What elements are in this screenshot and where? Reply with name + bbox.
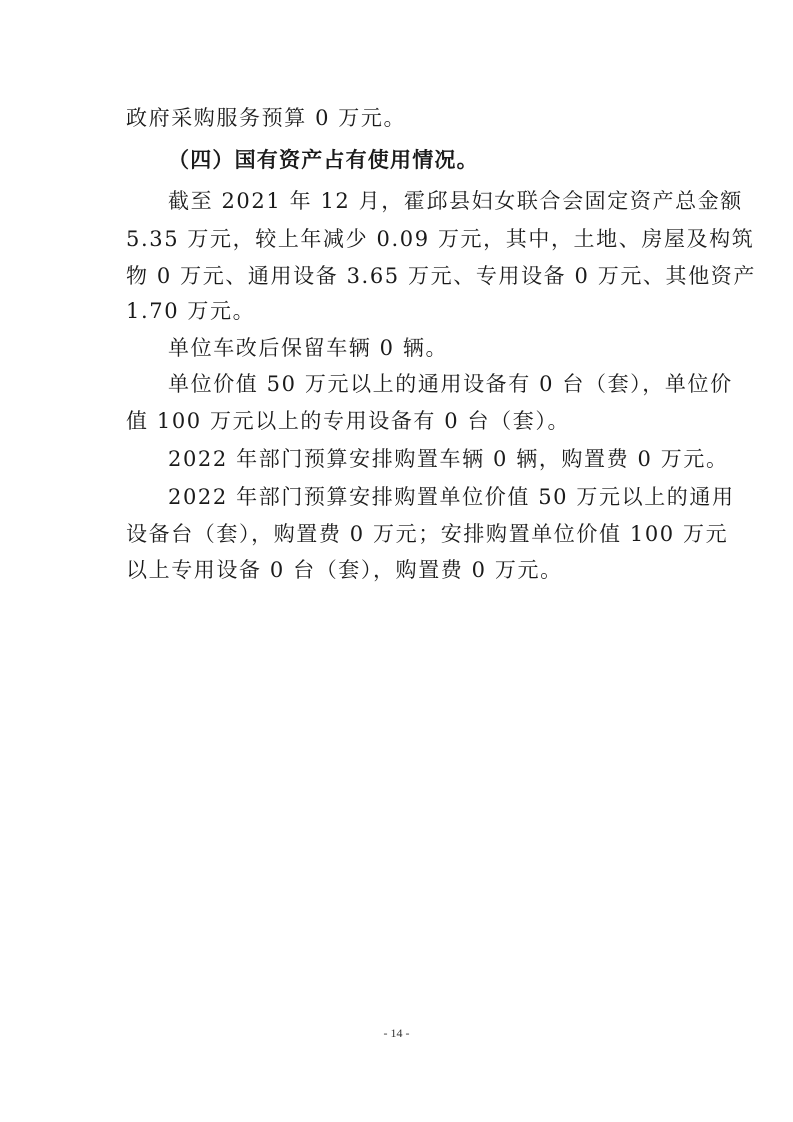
paragraph-line: 设备台（套），购置费 0 万元；安排购置单位价值 100 万元 bbox=[126, 522, 729, 546]
paragraph-line: 2022 年部门预算安排购置车辆 0 辆，购置费 0 万元。 bbox=[168, 447, 729, 471]
paragraph-line: 值 100 万元以上的专用设备有 0 台（套）。 bbox=[126, 409, 571, 433]
paragraph-line: 1.70 万元。 bbox=[126, 299, 256, 323]
paragraph-line: 单位价值 50 万元以上的通用设备有 0 台（套），单位价 bbox=[168, 372, 733, 396]
paragraph-line: 政府采购服务预算 0 万元。 bbox=[126, 106, 407, 130]
section-heading: （四）国有资产占有使用情况。 bbox=[168, 148, 479, 172]
paragraph-line: 5.35 万元，较上年减少 0.09 万元，其中，土地、房屋及构筑 bbox=[126, 227, 755, 251]
paragraph-line: 2022 年部门预算安排购置单位价值 50 万元以上的通用 bbox=[168, 485, 735, 509]
paragraph-line: 物 0 万元、通用设备 3.65 万元、专用设备 0 万元、其他资产 bbox=[126, 264, 756, 288]
page-number: - 14 - bbox=[383, 1026, 410, 1040]
paragraph-line: 截至 2021 年 12 月，霍邱县妇女联合会固定资产总金额 bbox=[168, 189, 743, 213]
paragraph-line: 单位车改后保留车辆 0 辆。 bbox=[168, 336, 449, 360]
paragraph-line: 以上专用设备 0 台（套），购置费 0 万元。 bbox=[126, 558, 563, 582]
